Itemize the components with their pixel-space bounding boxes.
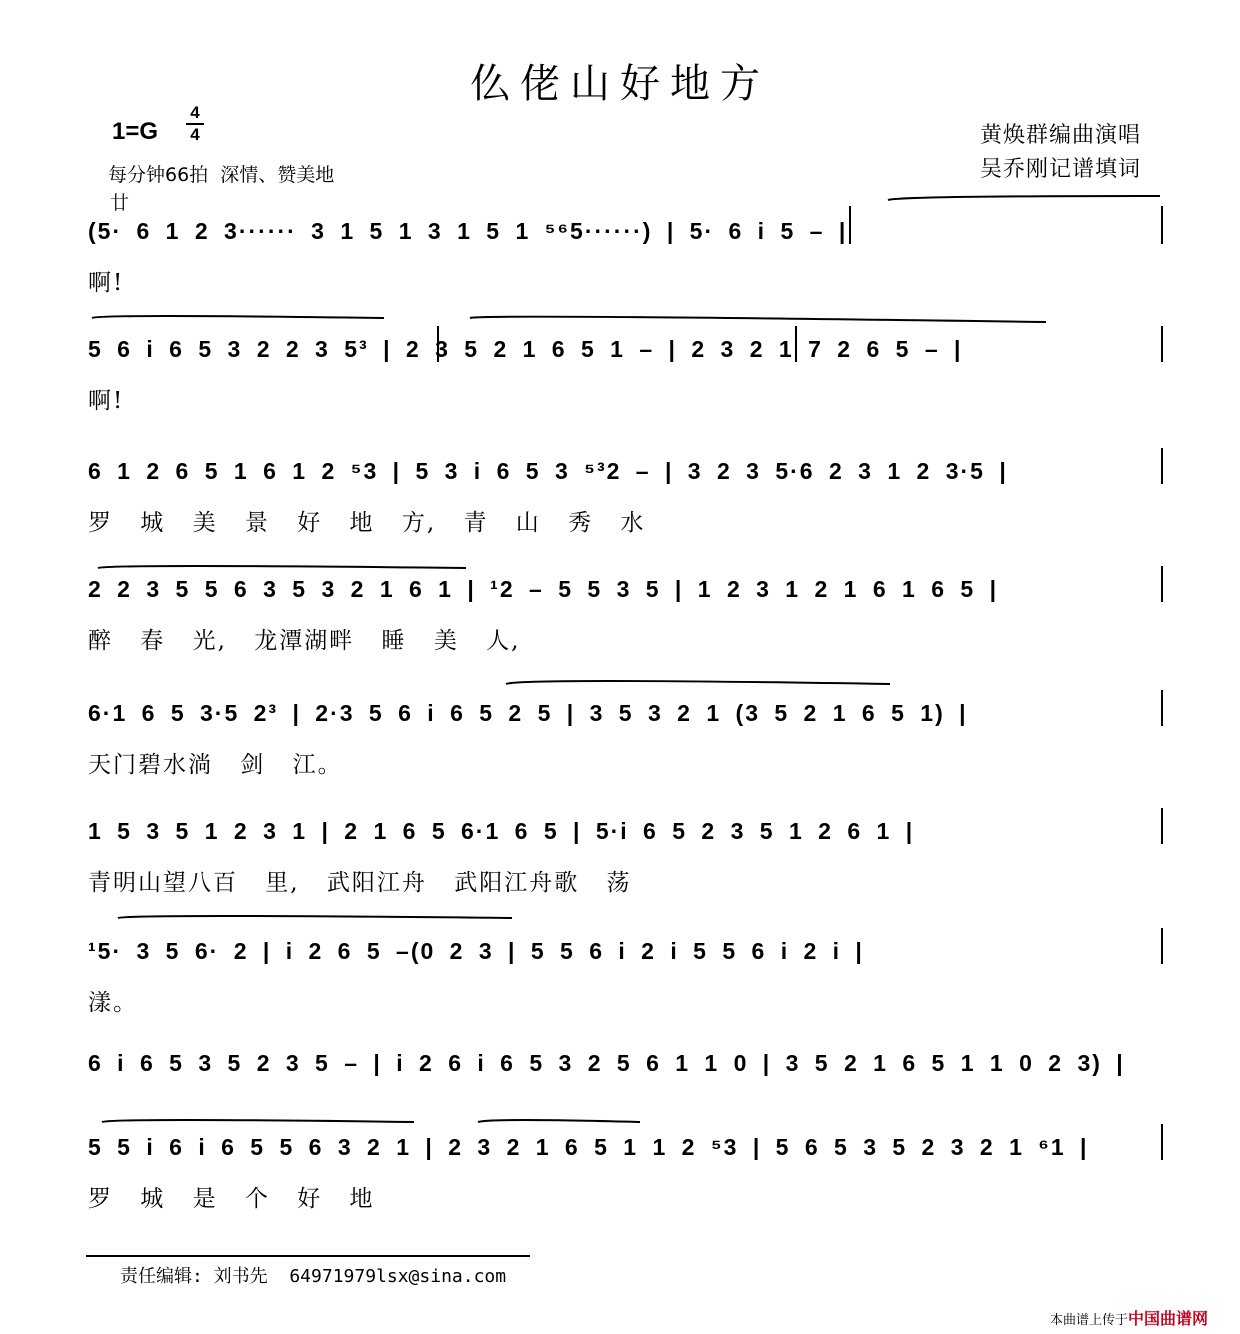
notation-line: 6 i 6 5 3 5 2 3 5 – | i 2 6 i 6 5 3 2 5 6 1 1 0 | 3 5 2 1 6 5 1 1 0 2 3) | bbox=[88, 1050, 1125, 1076]
slur-line bbox=[102, 1120, 414, 1122]
credit-transcriber: 吴乔刚记谱填词 bbox=[980, 157, 1142, 182]
footer-divider bbox=[86, 1255, 530, 1257]
lyric-line: 啊! bbox=[88, 388, 125, 414]
slur-line bbox=[506, 681, 890, 684]
slur-line bbox=[92, 316, 384, 318]
slur-line bbox=[470, 317, 1046, 322]
slur-line bbox=[888, 196, 1160, 200]
lyric-line: 漾。 bbox=[88, 990, 138, 1016]
watermark-brand: 中国曲谱网 bbox=[1128, 1309, 1209, 1328]
page-title: 仫佬山好地方 bbox=[470, 61, 770, 107]
lyric-line: 罗 城 美 景 好 地 方, 青 山 秀 水 bbox=[88, 510, 646, 536]
tempo-marking: 每分钟66拍 深情、赞美地 bbox=[108, 164, 335, 186]
notation-line: 5 6 i 6 5 3 2 2 3 5³ | 2 3 5 2 1 6 5 1 – | 2 3 2 1 7 2 6 5 – | bbox=[88, 336, 963, 362]
watermark-prefix: 本曲谱上传于 bbox=[1050, 1313, 1129, 1328]
credit-arranger: 黄焕群编曲演唱 bbox=[980, 123, 1142, 148]
notation-line: 6·1 6 5 3·5 2³ | 2·3 5 6 i 6 5 2 5 | 3 5 3 2 1 (3 5 2 1 6 5 1) | bbox=[88, 700, 968, 726]
slur-line bbox=[98, 566, 466, 568]
lyric-line: 天门碧水淌 剑 江。 bbox=[88, 752, 343, 778]
slur-line bbox=[118, 916, 512, 918]
time-signature-numerator: 4 bbox=[190, 103, 200, 122]
lyric-line: 醉 春 光, 龙潭湖畔 睡 美 人, bbox=[88, 628, 521, 654]
lyric-line: 罗 城 是 个 好 地 bbox=[88, 1186, 375, 1212]
notation-line: 5 5 i 6 i 6 5 5 6 3 2 1 | 2 3 2 1 6 5 1 1 2 ⁵3 | 5 6 5 3 5 2 3 2 1 ⁶1 | bbox=[88, 1134, 1089, 1160]
notation-line: 2 2 3 5 5 6 3 5 3 2 1 6 1 | ¹2 – 5 5 3 5 | 1 2 3 1 2 1 6 1 6 5 | bbox=[88, 576, 999, 602]
notation-line: ¹5· 3 5 6· 2 | i 2 6 5 –(0 2 3 | 5 5 6 i 2 i 5 5 6 i 2 i | bbox=[88, 938, 864, 964]
time-signature-denominator: 4 bbox=[190, 125, 200, 144]
notation-line: 6 1 2 6 5 1 6 1 2 ⁵3 | 5 3 i 6 5 3 ⁵³2 – | 3 2 3 5·6 2 3 1 2 3·5 | bbox=[88, 458, 1008, 484]
footer-editor: 责任编辑: 刘书先 64971979lsx@sina.com bbox=[120, 1266, 507, 1287]
lyric-line: 啊! bbox=[88, 270, 125, 296]
free-rhythm-mark: 廿 bbox=[110, 192, 130, 214]
notation-line: (5· 6 1 2 3······ 3 1 5 1 3 1 5 1 ⁵⁶5······) | 5· 6 i 5 – | bbox=[88, 218, 848, 244]
slur-line bbox=[478, 1120, 640, 1122]
lyric-line: 青明山望八百 里, 武阳江舟 武阳江舟歌 荡 bbox=[88, 870, 632, 896]
notation-line: 1 5 3 5 1 2 3 1 | 2 1 6 5 6·1 6 5 | 5·i 6 5 2 3 5 1 2 6 1 | bbox=[88, 818, 915, 844]
watermark bbox=[1050, 1306, 1208, 1329]
key-signature: 1=G bbox=[112, 118, 159, 145]
